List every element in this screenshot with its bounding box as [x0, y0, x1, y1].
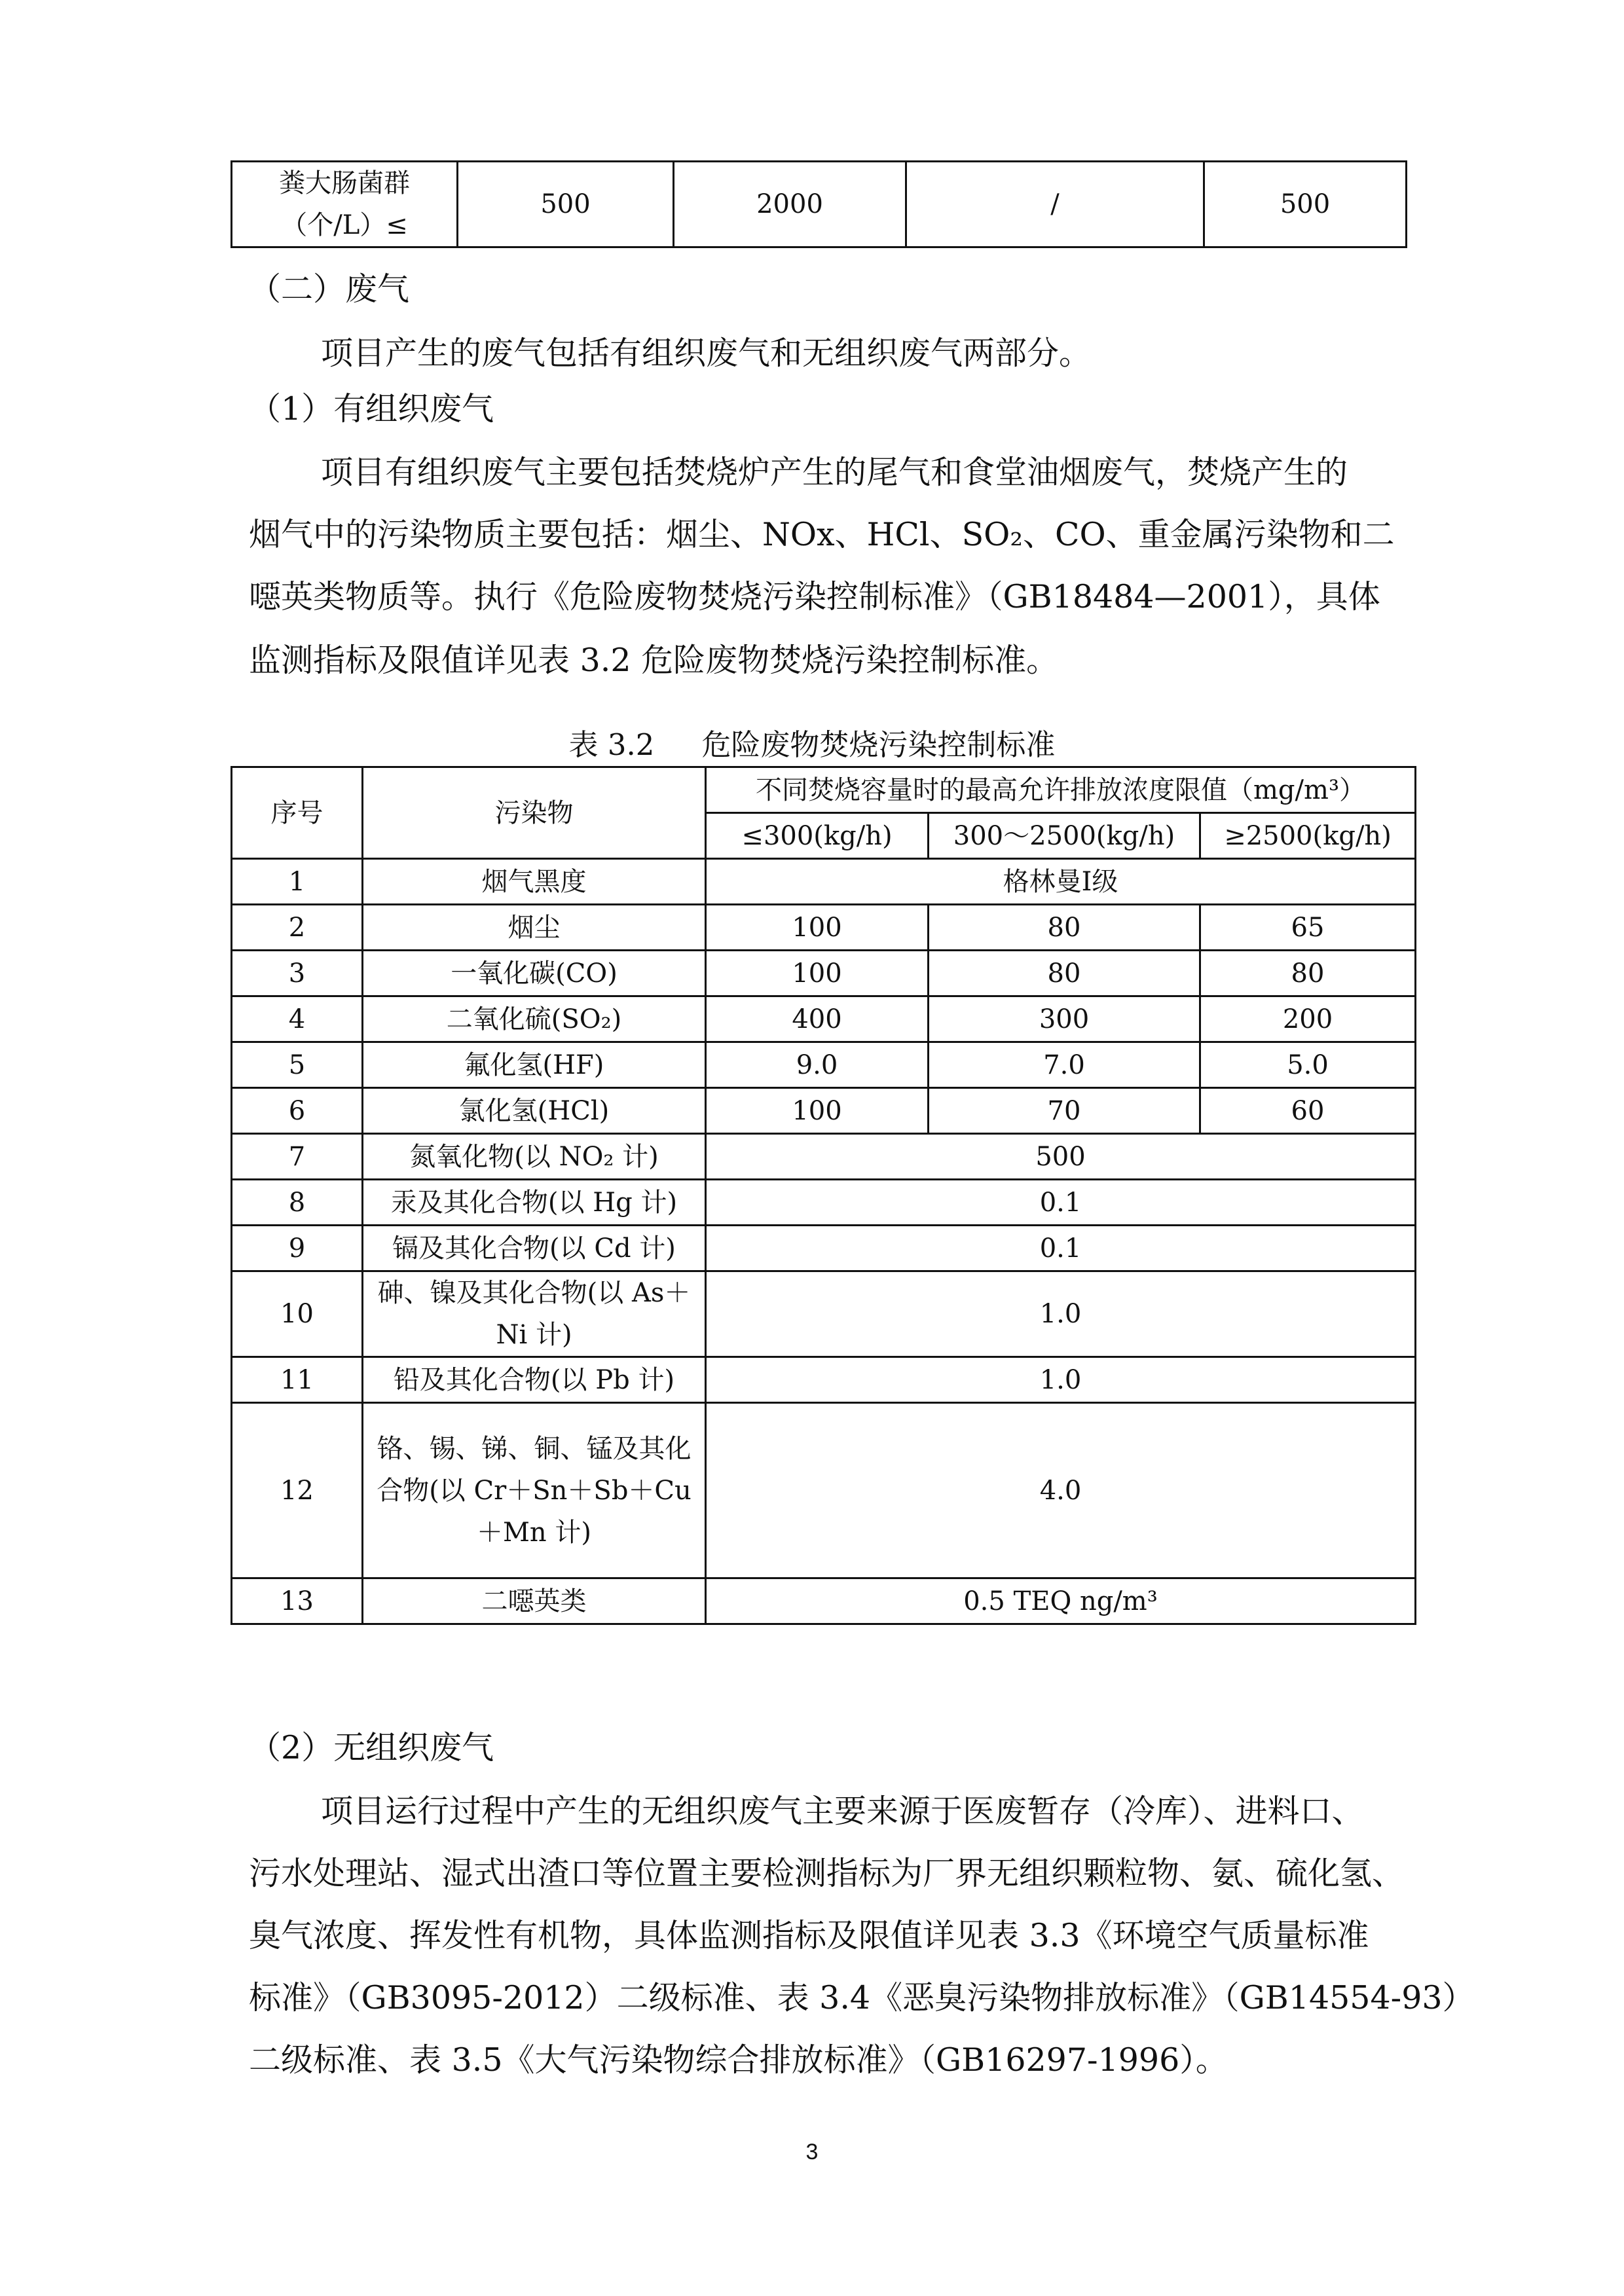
paragraph-organized-line: 监测指标及限值详见表 3.2 危险废物焚烧污染控制标准。 — [249, 642, 1059, 679]
row-pollutant: 一氧化碳(CO) — [363, 951, 706, 996]
row-pollutant: 镉及其化合物(以 Cd 计) — [363, 1226, 706, 1271]
header-capacity-3: ≥2500(kg/h) — [1200, 813, 1416, 859]
row-number: 12 — [232, 1403, 363, 1578]
row-limit: 格林曼I级 — [706, 859, 1416, 905]
row-limit-cap2: 80 — [929, 905, 1200, 951]
table-row — [232, 859, 1416, 905]
water-standard-table-fragment — [231, 160, 1407, 248]
row-number: 9 — [232, 1226, 363, 1271]
row-limit-cap1: 9.0 — [706, 1042, 929, 1088]
row-limit: 0.1 — [706, 1180, 1416, 1226]
table-caption-title: 危险废物焚烧污染控制标准 — [701, 727, 1056, 762]
row-pollutant: 烟尘 — [363, 905, 706, 951]
row-number: 3 — [232, 951, 363, 996]
row-pollutant: 氟化氢(HF) — [363, 1042, 706, 1088]
table-header-row — [232, 767, 1416, 813]
header-pollutant: 污染物 — [363, 767, 706, 859]
table-row — [232, 951, 1416, 996]
row-pollutant: 二噁英类 — [363, 1578, 706, 1624]
header-capacity-1: ≤300(kg/h) — [706, 813, 929, 859]
paragraph-fugitive-line: 项目运行过程中产生的无组织废气主要来源于医废暂存（冷库）、进料口、 — [321, 1793, 1364, 1830]
subheading-organized-gas: （1）有组织废气 — [249, 390, 494, 428]
row-number: 8 — [232, 1180, 363, 1226]
row-number: 1 — [232, 859, 363, 905]
row-number: 4 — [232, 996, 363, 1042]
row-limit-cap3: 200 — [1200, 996, 1416, 1042]
table-row — [232, 1226, 1416, 1271]
row-pollutant: 氮氧化物(以 NO₂ 计) — [363, 1134, 706, 1180]
parameter-label-cell: 粪大肠菌群（个/L）≤ — [232, 162, 458, 247]
row-number: 6 — [232, 1088, 363, 1134]
paragraph-fugitive-line: 标准》（GB3095-2012）二级标准、表 3.4《恶臭污染物排放标准》（GB14554-93） — [249, 1979, 1475, 2016]
row-number: 7 — [232, 1134, 363, 1180]
row-number: 5 — [232, 1042, 363, 1088]
header-limit-group: 不同焚烧容量时的最高允许排放浓度限值（mg/m³） — [706, 767, 1416, 813]
row-limit-cap1: 100 — [706, 905, 929, 951]
table-row — [232, 1357, 1416, 1403]
table-row — [232, 1403, 1416, 1578]
table-row — [232, 162, 1407, 247]
header-capacity-2: 300～2500(kg/h) — [929, 813, 1200, 859]
value-cell: 500 — [1204, 162, 1407, 247]
row-pollutant: 砷、镍及其化合物(以 As＋Ni 计) — [363, 1271, 706, 1357]
table-caption — [0, 725, 1624, 765]
paragraph-fugitive-line: 臭气浓度、挥发性有机物，具体监测指标及限值详见表 3.3《环境空气质量标准 — [249, 1917, 1369, 1954]
table-row — [232, 1042, 1416, 1088]
row-limit: 1.0 — [706, 1271, 1416, 1357]
value-cell: 500 — [458, 162, 674, 247]
paragraph-organized-line: 项目有组织废气主要包括焚烧炉产生的尾气和食堂油烟废气，焚烧产生的 — [321, 454, 1348, 491]
row-limit-cap3: 80 — [1200, 951, 1416, 996]
row-limit: 500 — [706, 1134, 1416, 1180]
row-limit-cap1: 400 — [706, 996, 929, 1042]
row-limit-cap3: 65 — [1200, 905, 1416, 951]
row-number: 11 — [232, 1357, 363, 1403]
row-limit-cap3: 5.0 — [1200, 1042, 1416, 1088]
row-limit: 4.0 — [706, 1403, 1416, 1578]
table-row — [232, 996, 1416, 1042]
table-row — [232, 1134, 1416, 1180]
row-limit-cap2: 70 — [929, 1088, 1200, 1134]
table-row — [232, 1578, 1416, 1624]
row-pollutant: 汞及其化合物(以 Hg 计) — [363, 1180, 706, 1226]
row-number: 13 — [232, 1578, 363, 1624]
value-cell: 2000 — [674, 162, 906, 247]
row-number: 10 — [232, 1271, 363, 1357]
row-pollutant: 二氧化硫(SO₂) — [363, 996, 706, 1042]
row-pollutant: 铬、锡、锑、铜、锰及其化合物(以 Cr＋Sn＋Sb＋Cu＋Mn 计) — [363, 1403, 706, 1578]
row-limit-cap2: 300 — [929, 996, 1200, 1042]
paragraph-fugitive-line: 二级标准、表 3.5《大气污染物综合排放标准》（GB16297-1996）。 — [249, 2041, 1228, 2079]
row-limit: 0.1 — [706, 1226, 1416, 1271]
row-limit: 0.5 TEQ ng/m³ — [706, 1578, 1416, 1624]
incineration-standard-table — [231, 766, 1416, 1625]
table-caption-number: 表 3.2 — [568, 727, 655, 762]
row-limit-cap1: 100 — [706, 1088, 929, 1134]
table-row — [232, 1088, 1416, 1134]
section-heading-waste-gas: （二）废气 — [249, 270, 410, 308]
table-row — [232, 1180, 1416, 1226]
row-pollutant: 烟气黑度 — [363, 859, 706, 905]
row-limit-cap1: 100 — [706, 951, 929, 996]
row-number: 2 — [232, 905, 363, 951]
paragraph-fugitive-line: 污水处理站、湿式出渣口等位置主要检测指标为厂界无组织颗粒物、氨、硫化氢、 — [249, 1855, 1405, 1892]
subheading-fugitive-gas: （2）无组织废气 — [249, 1729, 494, 1766]
table-row — [232, 905, 1416, 951]
row-limit: 1.0 — [706, 1357, 1416, 1403]
page-number: 3 — [805, 2140, 819, 2164]
row-pollutant: 氯化氢(HCl) — [363, 1088, 706, 1134]
table-row — [232, 1271, 1416, 1357]
paragraph-organized-line: 烟气中的污染物质主要包括：烟尘、NOx、HCl、SO₂、CO、重金属污染物和二 — [249, 516, 1395, 553]
row-limit-cap2: 7.0 — [929, 1042, 1200, 1088]
paragraph-organized-line: 噁英类物质等。执行《危险废物焚烧污染控制标准》（GB18484—2001），具体 — [249, 578, 1380, 615]
paragraph-intro: 项目产生的废气包括有组织废气和无组织废气两部分。 — [321, 335, 1092, 372]
row-limit-cap3: 60 — [1200, 1088, 1416, 1134]
row-limit-cap2: 80 — [929, 951, 1200, 996]
row-pollutant: 铅及其化合物(以 Pb 计) — [363, 1357, 706, 1403]
header-seq: 序号 — [232, 767, 363, 859]
value-cell: / — [906, 162, 1204, 247]
